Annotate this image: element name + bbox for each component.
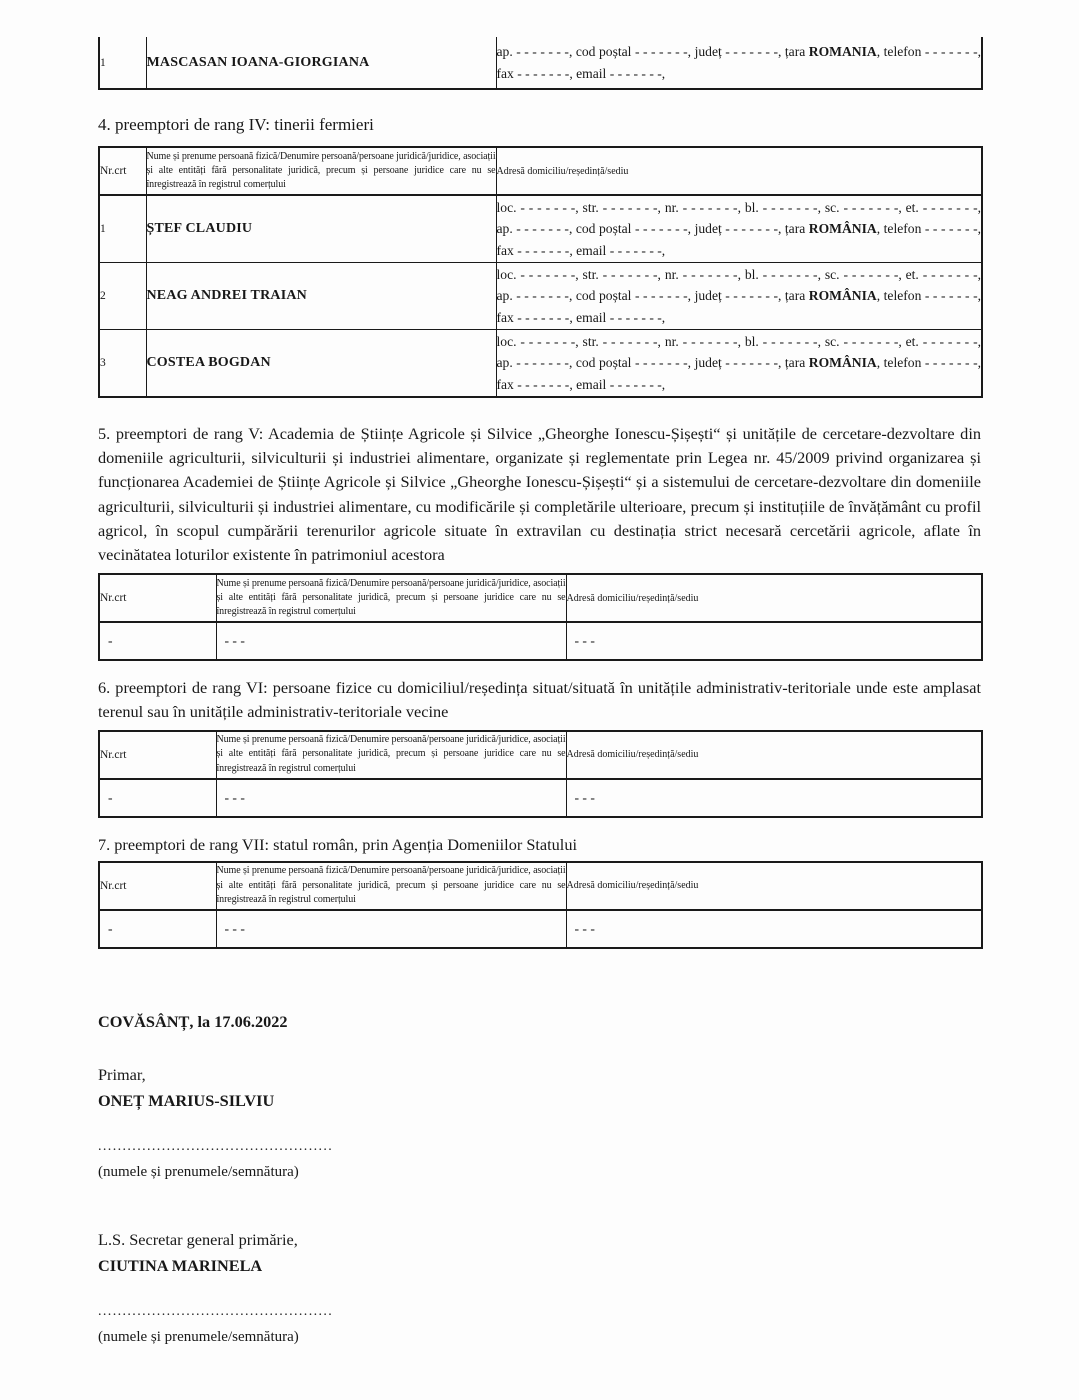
address-cell: - - - bbox=[566, 910, 982, 948]
signature-caption: (numele și prenumele/semnătura) bbox=[98, 1163, 299, 1180]
row-number-cell: - bbox=[99, 779, 216, 817]
table-row bbox=[99, 779, 982, 817]
address-cell: - - - bbox=[566, 779, 982, 817]
place-and-date: COVĂSÂNȚ, la 17.06.2022 bbox=[98, 1011, 288, 1031]
header-name-column: Nume și prenume persoană fizică/Denumire persoană/persoane juridică/juridice, asociații și alte entități fără personalitate juridică, precum și persoane juridice care nu se înregistrează în registrul comerțului bbox=[146, 147, 496, 195]
signature-line: ................................................ bbox=[98, 1138, 334, 1154]
section-5-heading: 5. preemptori de rang V: Academia de Științe Agricole și Silvice „Gheorghe Ionescu-Șișești“ și unitățile de cercetare-dezvoltare din domeniile agriculturii, silviculturii și industriei alimentare, organizate și reglementate prin Legea nr. 45/2009 privind organizarea și funcționarea Academiei de Științe Agricole și Silvice „Gheorghe Ionescu-Șișești“ și a sistemului de cercetare-dezvoltare din domeniile agriculturii, silviculturii și industriei alimentare, cu modificările și completările ulterioare, precum și instituțiile de învățământ cu profil agricol, în scopul cumpărării terenurilor agricole situate în extravilan cu destinația strict necesară cercetării agricole, aflate în vecinătatea loturilor existente în patrimoniul acestora bbox=[98, 424, 981, 565]
address-cell: - - - bbox=[566, 622, 982, 660]
rank-4-table bbox=[98, 146, 983, 398]
header-address-column: Adresă domiciliu/reședință/sediu bbox=[566, 731, 982, 779]
header-name-column: Nume și prenume persoană fizică/Denumire persoană/persoane juridică/juridice, asociații și alte entități fără personalitate juridică, precum și persoane juridice care nu se înregistrează în registrul comerțului bbox=[216, 862, 566, 910]
signature-caption: (numele și prenumele/semnătura) bbox=[98, 1328, 299, 1345]
country-name: ROMÂNIA bbox=[808, 288, 877, 304]
address-line: ap. - - - - - - -, cod poștal - - - - - - -, județ - - - - - - -, țara ROMANIA, telefon - - - - - - -, bbox=[496, 44, 981, 59]
header-nr: Nr.crt bbox=[99, 574, 216, 622]
address-cell bbox=[496, 37, 982, 89]
row-number-cell: 2 bbox=[99, 263, 146, 330]
header-nr: Nr.crt bbox=[99, 731, 216, 779]
header-address-column: Adresă domiciliu/reședință/sediu bbox=[496, 147, 982, 195]
signature-line: ................................................ bbox=[98, 1303, 334, 1319]
section-6-heading: 6. preemptori de rang VI: persoane fizice cu domiciliul/reședința situat/situată în unitățile administrativ-teritoriale unde este amplasat terenul sau în unitățile administrativ-teritoriale vecine bbox=[98, 678, 981, 722]
section-7-heading: 7. preemptori de rang VII: statul român, prin Agenția Domeniilor Statului bbox=[98, 834, 577, 854]
header-address-column: Adresă domiciliu/reședință/sediu bbox=[566, 574, 982, 622]
header-address-column: Adresă domiciliu/reședință/sediu bbox=[566, 862, 982, 910]
person-name-cell: - - - bbox=[216, 622, 566, 660]
table-row bbox=[99, 195, 982, 263]
country-name: ROMÂNIA bbox=[808, 221, 877, 237]
rank-7-table bbox=[98, 861, 983, 949]
address-line: fax - - - - - - -, email - - - - - - -, bbox=[496, 65, 666, 81]
rank-6-table bbox=[98, 730, 983, 818]
table-row bbox=[99, 37, 982, 89]
address-cell: loc. - - - - - - -, str. - - - - - - -, nr. - - - - - - -, bl. - - - - - - -, sc. - - - - - - -, et. - - - - - - -, ap. - - - - - - -, cod poștal - - - - - - -, județ - - - - - - -, țara ROMÂNIA, telefon - - - - - - -, fax - - - - - - -, email - - - - - - -, bbox=[496, 195, 982, 263]
header-nr: Nr.crt bbox=[99, 862, 216, 910]
row-number: 1 bbox=[100, 56, 106, 69]
row-number-cell: 3 bbox=[99, 330, 146, 398]
person-name-cell: - - - bbox=[216, 910, 566, 948]
person-name-cell bbox=[146, 37, 496, 89]
person-name-cell bbox=[146, 195, 496, 263]
person-name: ȘTEF CLAUDIU bbox=[146, 221, 253, 236]
country-name: ROMÂNIA bbox=[808, 355, 877, 371]
person-name-cell: - - - bbox=[216, 779, 566, 817]
header-name-column: Nume și prenume persoană fizică/Denumire persoană/persoane juridică/juridice, asociații și alte entități fără personalitate juridică, precum și persoane juridice care nu se înregistrează în registrul comerțului bbox=[216, 731, 566, 779]
signature-section bbox=[98, 1009, 981, 1348]
address-cell: loc. - - - - - - -, str. - - - - - - -, nr. - - - - - - -, bl. - - - - - - -, sc. - - - - - - -, et. - - - - - - -, ap. - - - - - - -, cod poștal - - - - - - -, județ - - - - - - -, țara ROMÂNIA, telefon - - - - - - -, fax - - - - - - -, email - - - - - - -, bbox=[496, 263, 982, 330]
header-name-column: Nume și prenume persoană fizică/Denumire persoană/persoane juridică/juridice, asociații și alte entități fără personalitate juridică, precum și persoane juridice care nu se înregistrează în registrul comerțului bbox=[216, 574, 566, 622]
table-row bbox=[99, 263, 982, 330]
continuation-table bbox=[98, 37, 983, 90]
primar-name: ONEȚ MARIUS-SILVIU bbox=[98, 1090, 275, 1110]
table-header-row bbox=[99, 574, 982, 622]
table-row bbox=[99, 622, 982, 660]
secretary-name: CIUTINA MARINELA bbox=[98, 1255, 263, 1275]
address-cell: loc. - - - - - - -, str. - - - - - - -, nr. - - - - - - -, bl. - - - - - - -, sc. - - - - - - -, et. - - - - - - -, ap. - - - - - - -, cod poștal - - - - - - -, județ - - - - - - -, țara ROMÂNIA, telefon - - - - - - -, fax - - - - - - -, email - - - - - - -, bbox=[496, 330, 982, 398]
rank-5-table bbox=[98, 573, 983, 661]
country-name: ROMANIA bbox=[808, 44, 877, 59]
table-header-row bbox=[99, 731, 982, 779]
table-header-row bbox=[99, 862, 982, 910]
person-name-cell bbox=[146, 330, 496, 398]
row-number-cell: 1 bbox=[99, 195, 146, 263]
row-number-cell bbox=[99, 37, 146, 89]
section-4-heading: 4. preemptori de rang IV: tinerii fermieri bbox=[98, 115, 374, 134]
person-name: NEAG ANDREI TRAIAN bbox=[146, 288, 307, 303]
person-name: MASCASAN IOANA-GIORGIANA bbox=[146, 54, 370, 70]
row-number-cell: - bbox=[99, 622, 216, 660]
person-name: COSTEA BOGDAN bbox=[146, 355, 271, 370]
person-name-cell bbox=[146, 263, 496, 330]
table-row bbox=[99, 330, 982, 398]
table-row bbox=[99, 910, 982, 948]
primar-label: Primar, bbox=[98, 1064, 146, 1084]
table-header-row bbox=[99, 147, 982, 195]
secretary-label: L.S. Secretar general primărie, bbox=[98, 1229, 298, 1249]
header-nr: Nr.crt bbox=[99, 147, 146, 195]
row-number-cell: - bbox=[99, 910, 216, 948]
secretary-block bbox=[98, 1227, 981, 1348]
